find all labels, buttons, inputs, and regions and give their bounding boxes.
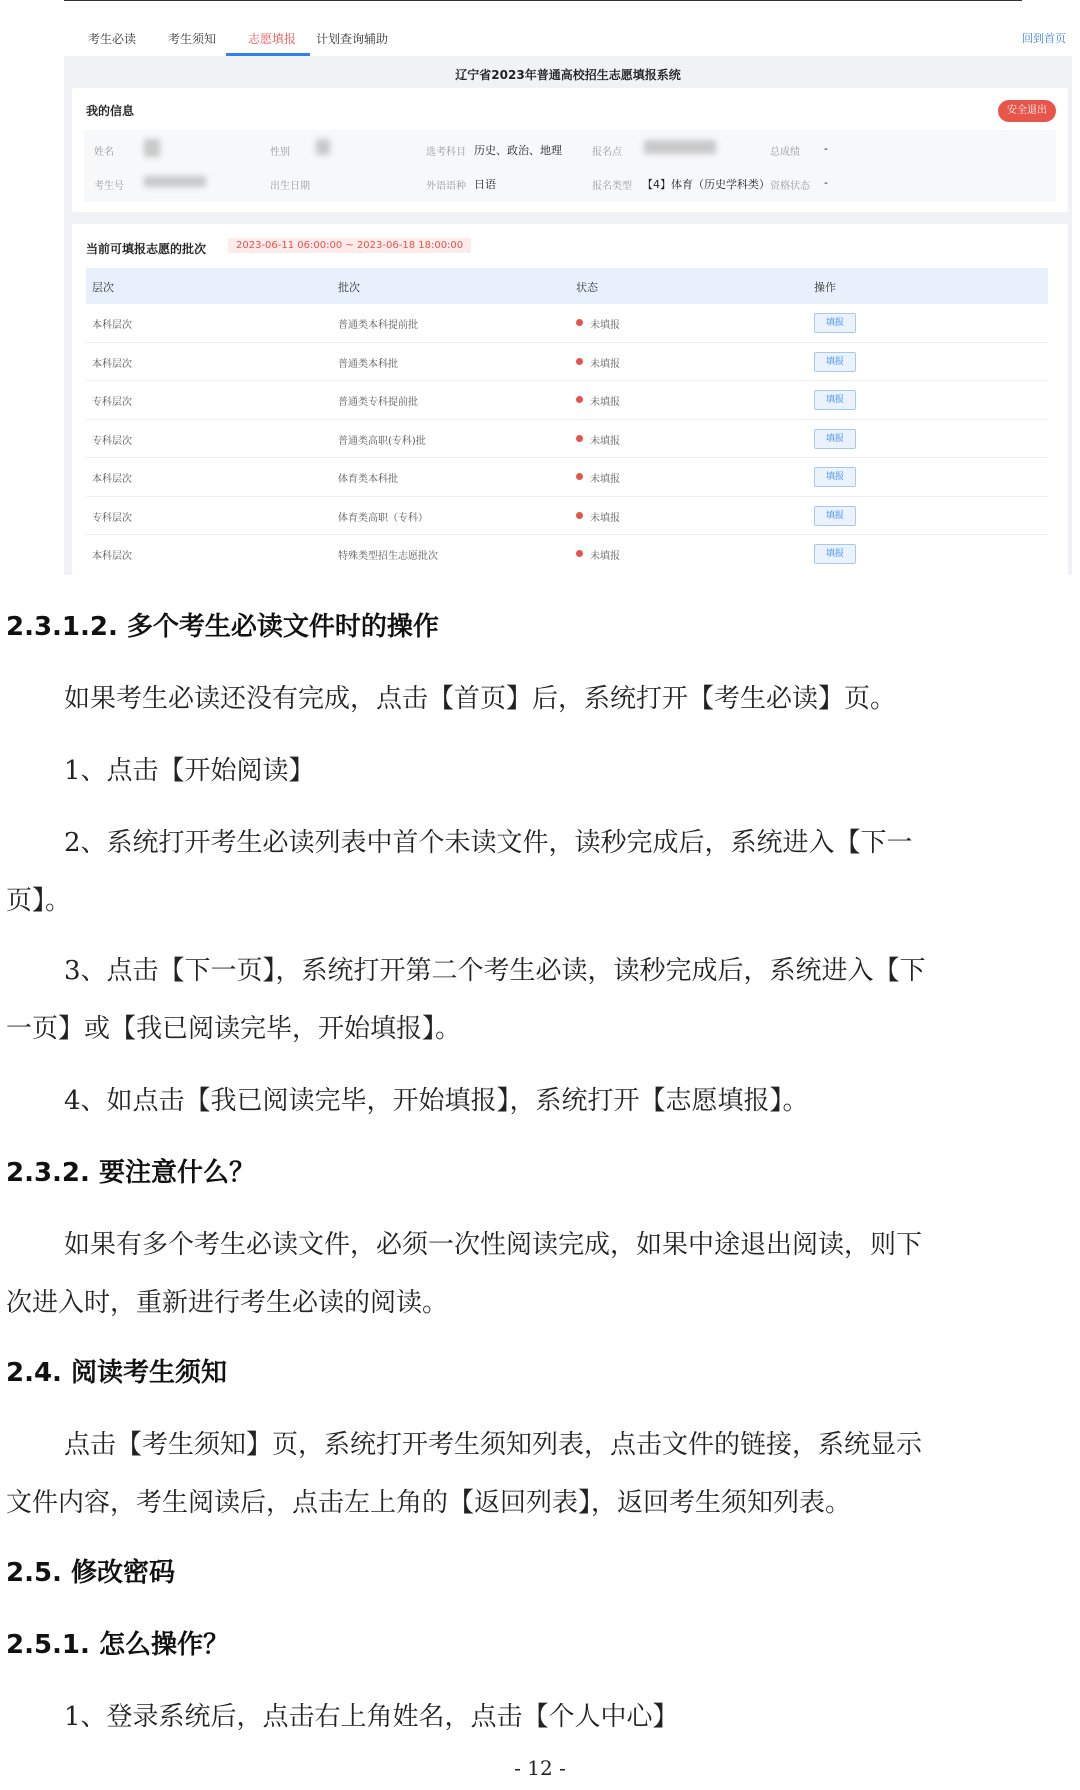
my-info-heading: 我的信息 <box>86 104 135 118</box>
top-nav-tabs <box>64 20 1074 56</box>
col-action: 操作 <box>814 281 836 294</box>
col-batch: 批次 <box>338 281 360 294</box>
row-batch: 特殊类型招生志愿批次 <box>338 551 438 562</box>
tab-exam-notice[interactable]: 考生须知 <box>168 32 217 46</box>
table-row <box>86 420 1048 459</box>
fill-button[interactable]: 填报 <box>814 429 856 449</box>
status-dot-icon <box>576 396 583 403</box>
fill-button[interactable]: 填报 <box>814 352 856 372</box>
row-status: 未填报 <box>590 435 620 447</box>
info-grid <box>84 130 1056 202</box>
name-redacted <box>144 139 160 157</box>
fill-button[interactable]: 填报 <box>814 313 856 333</box>
row-batch: 体育类本科批 <box>338 474 398 485</box>
paragraph: 如果考生必读还没有完成，点击【首页】后，系统打开【考生必读】页。 <box>64 684 897 714</box>
heading-2-3-1-2: 2.3.1.2. 多个考生必读文件时的操作 <box>6 612 439 642</box>
status-dot-icon <box>576 550 583 557</box>
table-row <box>86 497 1048 536</box>
table-row <box>86 458 1048 497</box>
table-row <box>86 304 1048 343</box>
screenshot-figure <box>0 0 1080 575</box>
batch-time-range: 2023-06-11 06:00:00 ~ 2023-06-18 18:00:00 <box>228 238 471 253</box>
top-divider <box>64 0 1022 1</box>
row-batch: 普通类本科批 <box>338 358 398 370</box>
logout-button[interactable]: 安全退出 <box>998 100 1056 122</box>
table-row <box>86 381 1048 420</box>
gender-label: 性别 <box>270 147 290 158</box>
row-level: 专科层次 <box>92 512 132 524</box>
exam-no-redacted <box>144 176 206 187</box>
status-dot-icon <box>576 473 583 480</box>
heading-2-5-1: 2.5.1. 怎么操作？ <box>6 1630 229 1660</box>
row-level: 专科层次 <box>92 397 132 408</box>
main-panel <box>64 56 1072 575</box>
status-dot-icon <box>576 435 583 442</box>
paragraph: 1、登录系统后，点击右上角姓名，点击【个人中心】 <box>64 1702 679 1732</box>
row-status: 未填报 <box>590 397 620 408</box>
row-status: 未填报 <box>590 320 620 331</box>
gender-redacted <box>316 139 330 155</box>
row-status: 未填报 <box>590 358 620 370</box>
status-dot-icon <box>576 319 583 326</box>
tab-plan-query[interactable]: 计划查询辅助 <box>316 32 389 46</box>
row-level: 本科层次 <box>92 358 132 370</box>
paragraph: 点击【考生须知】页，系统打开考生须知列表，点击文件的链接，系统显示 <box>64 1430 923 1460</box>
fill-button[interactable]: 填报 <box>814 506 856 526</box>
row-batch: 普通类专科提前批 <box>338 397 418 408</box>
paragraph: 1、点击【开始阅读】 <box>64 756 315 786</box>
subjects-label: 选考科目 <box>426 147 466 158</box>
tab-exam-must-read[interactable]: 考生必读 <box>88 32 137 46</box>
qualification-value: - <box>824 176 828 189</box>
row-level: 本科层次 <box>92 474 132 485</box>
table-row <box>86 535 1048 574</box>
row-status: 未填报 <box>590 512 620 524</box>
subjects-value: 历史、政治、地理 <box>474 144 562 157</box>
paragraph: 一页】或【我已阅读完毕，开始填报】。 <box>6 1014 462 1044</box>
paragraph: 次进入时，重新进行考生必读的阅读。 <box>6 1288 449 1318</box>
fill-button[interactable]: 填报 <box>814 390 856 410</box>
row-batch: 体育类高职（专科） <box>338 512 428 524</box>
heading-2-3-2: 2.3.2. 要注意什么？ <box>6 1158 255 1188</box>
status-dot-icon <box>576 358 583 365</box>
paragraph: 页】。 <box>6 886 72 916</box>
fill-button[interactable]: 填报 <box>814 544 856 564</box>
row-level: 专科层次 <box>92 435 132 447</box>
col-level: 层次 <box>92 281 114 294</box>
row-status: 未填报 <box>590 474 620 485</box>
system-title: 辽宁省2023年普通高校招生志愿填报系统 <box>455 68 681 82</box>
my-info-card <box>72 88 1068 212</box>
heading-2-5: 2.5. 修改密码 <box>6 1558 175 1588</box>
batch-card <box>72 224 1068 575</box>
reg-type-value: 【4】体育（历史学科类） <box>642 178 770 191</box>
fill-button[interactable]: 填报 <box>814 467 856 487</box>
row-batch: 普通类高职(专科)批 <box>338 435 426 447</box>
batch-table-header <box>86 268 1048 304</box>
venue-redacted <box>644 140 716 154</box>
row-level: 本科层次 <box>92 551 132 562</box>
exam-no-label: 考生号 <box>94 181 124 192</box>
foreign-lang-label: 外语语种 <box>426 181 466 192</box>
birth-label: 出生日期 <box>270 181 310 192</box>
paragraph: 2、系统打开考生必读列表中首个未读文件，读秒完成后，系统进入【下一 <box>64 828 913 858</box>
qualification-label: 资格状态 <box>770 181 810 192</box>
paragraph: 4、如点击【我已阅读完毕，开始填报】，系统打开【志愿填报】。 <box>64 1086 809 1116</box>
back-home-link[interactable]: 回到首页 <box>1022 32 1066 45</box>
total-score-label: 总成绩 <box>770 147 800 158</box>
name-label: 姓名 <box>94 147 114 158</box>
paragraph: 文件内容，考生阅读后，点击左上角的【返回列表】，返回考生须知列表。 <box>6 1488 852 1518</box>
tab-volunteer-fill[interactable]: 志愿填报 <box>248 32 297 46</box>
reg-type-label: 报名类型 <box>592 181 632 192</box>
row-batch: 普通类本科提前批 <box>338 320 418 331</box>
paragraph: 如果有多个考生必读文件，必须一次性阅读完成，如果中途退出阅读，则下 <box>64 1230 923 1260</box>
heading-2-4: 2.4. 阅读考生须知 <box>6 1358 227 1388</box>
total-score-value: - <box>824 142 828 155</box>
venue-label: 报名点 <box>592 147 622 158</box>
col-status: 状态 <box>576 281 598 294</box>
status-dot-icon <box>576 512 583 519</box>
batch-title: 当前可填报志愿的批次 <box>86 242 207 256</box>
table-row <box>86 343 1048 382</box>
foreign-lang-value: 日语 <box>474 178 496 191</box>
row-level: 本科层次 <box>92 320 132 331</box>
row-status: 未填报 <box>590 551 620 562</box>
paragraph: 3、点击【下一页】，系统打开第二个考生必读，读秒完成后，系统进入【下 <box>64 956 926 986</box>
page-number: - 12 - <box>514 1756 566 1780</box>
